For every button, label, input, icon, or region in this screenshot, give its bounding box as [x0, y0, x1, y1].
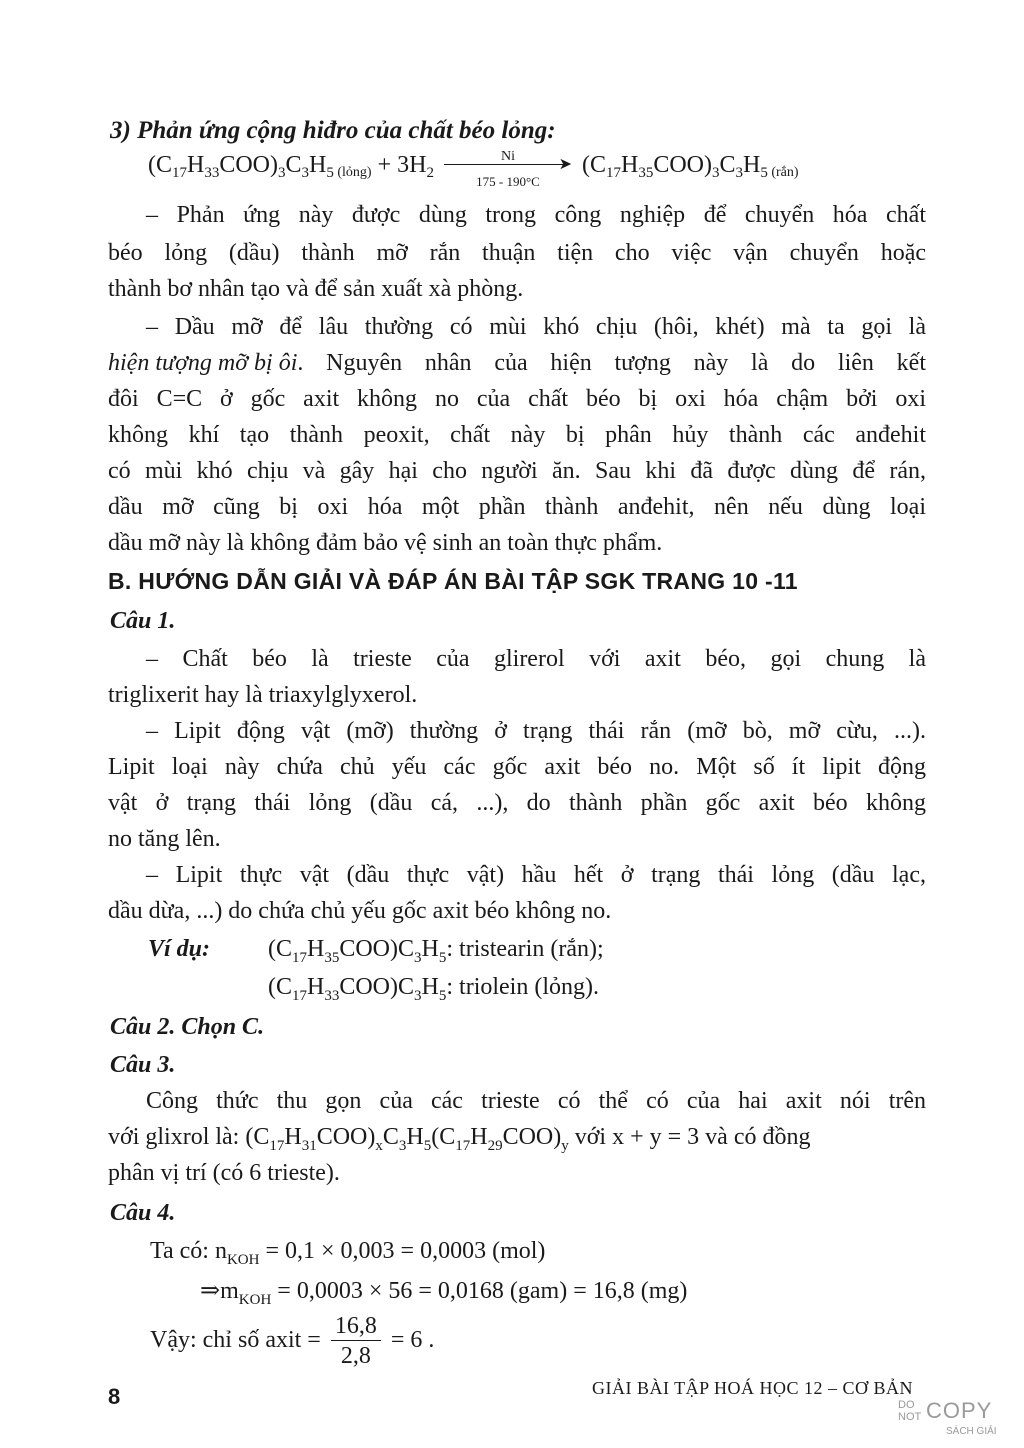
watermark-sachgiai: SÁCH GIẢI	[946, 1426, 997, 1437]
eq-sub: 17	[605, 165, 621, 181]
eq-sub: 17	[172, 165, 187, 181]
eq-text: COO)	[316, 1124, 376, 1150]
eq-text: H	[307, 974, 325, 1000]
fraction-numerator: 16,8	[331, 1312, 381, 1341]
eq-sub: 3	[414, 949, 422, 966]
paragraph-line: – Chất béo là trieste của glirerol với axit béo, gọi chung là	[146, 646, 926, 672]
eq-text: (C	[148, 152, 172, 178]
paragraph-line: – Lipit động vật (mỡ) thường ở trạng thái rắn (mỡ bò, mỡ cừu, ...).	[146, 718, 926, 744]
trieste-formula-line	[108, 1122, 810, 1161]
question-4-heading: Câu 4.	[110, 1200, 176, 1226]
section-3-heading: 3) Phản ứng cộng hiđro của chất béo lỏng:	[110, 117, 556, 144]
paragraph-line: dầu mỡ này là không đảm bảo vệ sinh an toàn thực phẩm.	[108, 530, 663, 556]
paragraph-line: Lipit loại này chứa chủ yếu các gốc axit béo no. Một số ít lipit động	[108, 754, 926, 780]
eq-sub: 3	[414, 987, 422, 1004]
eq-text: C	[382, 1124, 399, 1150]
eq-sub: 17	[455, 1137, 471, 1154]
eq-sub: 35	[638, 165, 654, 181]
eq-sub: 3	[278, 165, 286, 181]
paragraph-line: thành bơ nhân tạo và để sản xuất xà phòng.	[108, 276, 524, 302]
hydrogenation-equation	[148, 150, 799, 188]
eq-sub: 5	[423, 1137, 432, 1154]
eq-text: = 6 .	[384, 1327, 435, 1353]
temperature-label: 175 - 190°C	[476, 174, 540, 190]
example-triolein	[268, 972, 599, 1011]
section-b-heading: B. HƯỚNG DẪN GIẢI VÀ ĐÁP ÁN BÀI TẬP SGK TRANG 10 -11	[108, 568, 798, 594]
eq-text: COO)	[502, 1124, 562, 1150]
eq-sub: 3	[735, 165, 743, 181]
paragraph-line: béo lỏng (dầu) thành mỡ rắn thuận tiện cho việc vận chuyển hoặc	[108, 240, 926, 266]
example-label: Ví dụ:	[148, 936, 211, 962]
book-title-footer: GIẢI BÀI TẬP HOÁ HỌC 12 – CƠ BẢN	[592, 1378, 914, 1398]
watermark-logo	[898, 1398, 1016, 1442]
eq-text: H	[470, 1124, 488, 1150]
catalyst-label: Ni	[500, 149, 515, 165]
paragraph-line: Công thức thu gọn của các trieste có thể có của hai axit nói trên	[146, 1088, 926, 1114]
eq-text: COO)C	[339, 974, 415, 1000]
eq-text: (C	[268, 936, 292, 962]
calc-moles-line	[150, 1236, 545, 1275]
eq-text: H	[187, 152, 205, 178]
eq-text: H	[307, 936, 325, 962]
eq-text: C	[719, 152, 736, 178]
eq-text: Vậy: chỉ số axit =	[150, 1327, 327, 1353]
paragraph-line: – Lipit thực vật (dầu thực vật) hầu hết ở trạng thái lỏng (dầu lạc,	[146, 862, 926, 888]
paragraph-line: no tăng lên.	[108, 826, 221, 852]
watermark-copy: COPY	[926, 1398, 993, 1423]
eq-text: (C	[268, 974, 292, 1000]
acid-index-line	[150, 1310, 434, 1371]
calc-mass-line	[200, 1276, 687, 1315]
eq-sub: 29	[487, 1137, 503, 1154]
paragraph-line: dầu dừa, ...) do chứa chủ yếu gốc axit béo không no.	[108, 898, 612, 924]
fraction-denominator: 2,8	[340, 1342, 371, 1369]
eq-sub: 5	[326, 165, 334, 181]
reaction-arrow	[444, 149, 572, 190]
eq-text: : tristearin (rắn);	[446, 936, 604, 962]
eq-sub: 5	[438, 949, 447, 966]
watermark-not: NOT	[898, 1411, 922, 1423]
eq-sub: 17	[269, 1137, 285, 1154]
eq-sub: 3	[398, 1137, 407, 1154]
fraction	[331, 1312, 381, 1371]
eq-sub: KOH	[226, 1251, 260, 1268]
paragraph-line: triglixerit hay là triaxylglyxerol.	[108, 682, 418, 708]
eq-text: + 3H	[371, 152, 427, 178]
eq-text: với glixrol là: (C	[108, 1124, 270, 1150]
paragraph-line: – Phản ứng này được dùng trong công nghiệp để chuyển hóa chất	[146, 202, 926, 228]
eq-text: H	[421, 936, 439, 962]
arrow-shaft	[444, 164, 564, 165]
eq-sub: 17	[292, 949, 307, 966]
eq-text: COO)	[653, 152, 712, 178]
eq-text: H	[406, 1124, 424, 1150]
eq-text: ⇒m	[200, 1278, 239, 1304]
eq-text: Ta có: n	[150, 1238, 227, 1264]
eq-sub: 3	[711, 165, 720, 181]
paragraph-line: dầu mỡ cũng bị oxi hóa một phần thành anđehit, nên nếu dùng loại	[108, 494, 926, 520]
state-label: (lỏng)	[333, 165, 372, 180]
paragraph-line: có mùi khó chịu và gây hại cho người ăn. Sau khi đã được dùng để rán,	[108, 458, 926, 484]
paragraph-line-rest: . Nguyên nhân của hiện tượng này là do liên kết	[297, 350, 926, 376]
eq-text: = 0,1 × 0,003 = 0,0003 (mol)	[259, 1238, 546, 1264]
eq-sub: 3	[301, 165, 310, 181]
eq-sub: KOH	[238, 1291, 272, 1308]
eq-sub: 5	[760, 165, 768, 181]
paragraph-line: phân vị trí (có 6 trieste).	[108, 1160, 340, 1186]
page-number: 8	[108, 1384, 121, 1409]
question-3-heading: Câu 3.	[110, 1052, 176, 1078]
eq-text: H	[743, 152, 761, 178]
eq-sub: 17	[292, 987, 307, 1004]
term-rancidity: hiện tượng mỡ bị ôi	[108, 350, 298, 376]
eq-sub: 5	[438, 987, 447, 1004]
eq-text: H	[620, 152, 639, 178]
example-tristearin	[268, 934, 604, 973]
paragraph-line	[108, 348, 926, 378]
eq-text: = 0,0003 × 56 = 0,0168 (gam) = 16,8 (mg)	[271, 1278, 688, 1304]
eq-sub: y	[561, 1137, 569, 1154]
eq-text: COO)C	[339, 936, 415, 962]
paragraph-line: vật ở trạng thái lỏng (dầu cá, ...), do thành phần gốc axit béo không	[108, 790, 926, 816]
eq-sub: 33	[204, 165, 220, 181]
eq-text: (C	[431, 1124, 456, 1150]
watermark-do: DO	[898, 1399, 915, 1411]
question-1-heading: Câu 1.	[110, 608, 176, 634]
state-label: (rắn)	[767, 165, 799, 180]
eq-text: C	[285, 152, 302, 178]
eq-sub: 2	[426, 165, 434, 181]
eq-text: : triolein (lỏng).	[446, 974, 599, 1000]
eq-text: H	[309, 152, 327, 178]
arrow-head-icon: ➤	[558, 156, 572, 174]
eq-sub: 33	[324, 987, 340, 1004]
eq-text: (C	[581, 152, 606, 178]
paragraph-line: – Dầu mỡ để lâu thường có mùi khó chịu (hôi, khét) mà ta gọi là	[146, 314, 926, 340]
eq-text: H	[284, 1124, 302, 1150]
eq-sub: 31	[301, 1137, 317, 1154]
paragraph-line: không khí tạo thành peoxit, chất này bị phân hủy thành các anđehit	[108, 422, 926, 448]
eq-sub: x	[375, 1137, 383, 1154]
paragraph-line: đôi C=C ở gốc axit không no của chất béo bị oxi hóa chậm bởi oxi	[108, 386, 926, 412]
question-2-heading: Câu 2. Chọn C.	[110, 1014, 265, 1040]
eq-text: với x + y = 3 và có đồng	[568, 1124, 811, 1150]
eq-text: COO)	[219, 152, 279, 178]
eq-sub: 35	[324, 949, 340, 966]
eq-text: H	[421, 974, 439, 1000]
